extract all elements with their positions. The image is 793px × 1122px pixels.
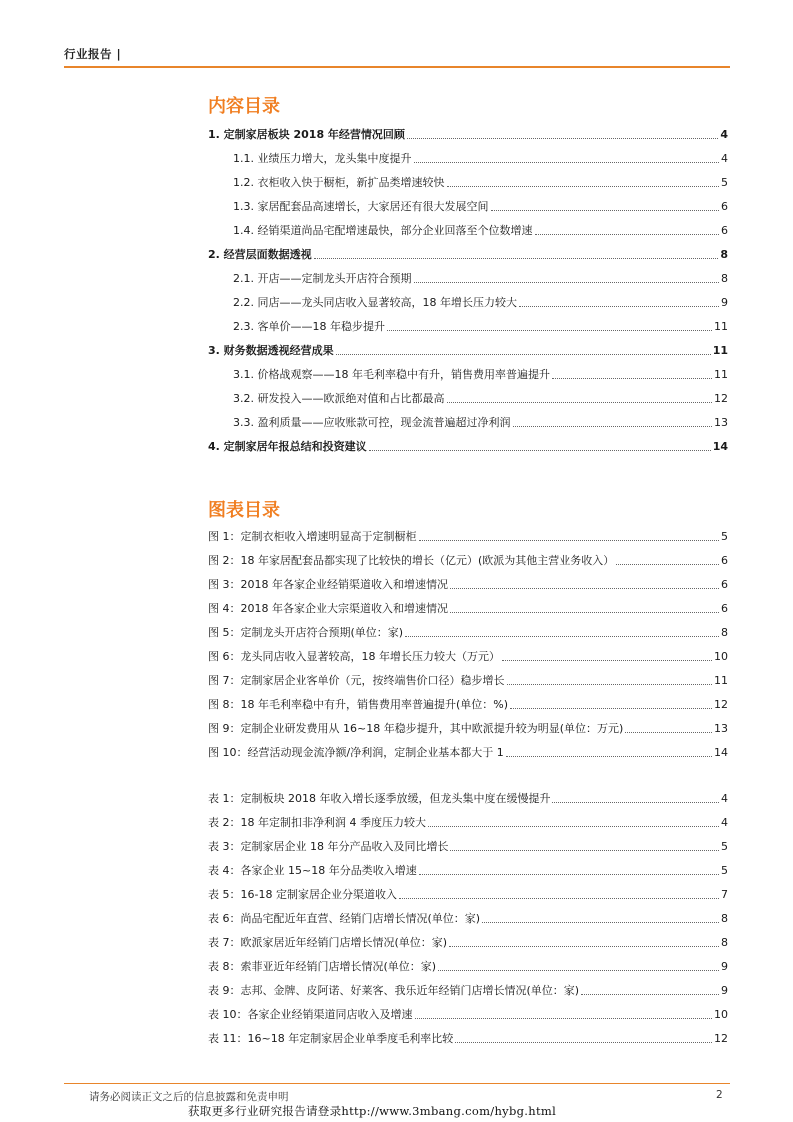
toc-entry[interactable] xyxy=(208,640,728,664)
toc-entry-label: 4. 定制家居年报总结和投资建议 xyxy=(208,440,367,453)
toc-entry-label: 1.3. 家居配套品高速增长，大家居还有很大发展空间 xyxy=(233,200,489,213)
toc-entry[interactable] xyxy=(208,902,728,926)
toc-entry-label: 表 7：欧派家居近年经销门店增长情况(单位：家) xyxy=(208,936,448,949)
tables-list xyxy=(208,782,728,1046)
dot-leader xyxy=(428,825,719,827)
toc-entry-page: 10 xyxy=(714,1008,728,1021)
toc-entry[interactable] xyxy=(233,214,728,238)
toc-entry[interactable] xyxy=(208,1022,728,1046)
dot-leader xyxy=(438,969,719,971)
header-title: 行业报告 | xyxy=(64,47,122,61)
toc-entry-page: 8 xyxy=(721,626,728,639)
dot-leader xyxy=(552,377,712,379)
toc-entry-page: 6 xyxy=(721,200,728,213)
toc-entry[interactable] xyxy=(233,358,728,382)
toc-entry[interactable] xyxy=(208,520,728,544)
toc-entry-label: 图 5：定制龙头开店符合预期(单位：家) xyxy=(208,626,404,639)
dot-leader xyxy=(447,185,720,187)
dot-leader xyxy=(510,707,712,709)
dot-leader xyxy=(407,137,718,139)
toc-entry-label: 3.1. 价格战观察——18 年毛利率稳中有升，销售费用率普遍提升 xyxy=(233,368,550,381)
toc-entry-page: 5 xyxy=(721,864,728,877)
toc-entry-page: 11 xyxy=(714,368,728,381)
header-divider xyxy=(64,66,730,68)
toc-entry-label: 表 10：各家企业经销渠道同店收入及增速 xyxy=(208,1008,413,1021)
toc-entry-label: 表 8：索菲亚近年经销门店增长情况(单位：家) xyxy=(208,960,437,973)
toc-entry[interactable] xyxy=(208,830,728,854)
toc-entry[interactable] xyxy=(208,712,728,736)
toc-entry[interactable] xyxy=(208,238,728,262)
toc-entry[interactable] xyxy=(208,782,728,806)
toc-entry-label: 表 2：18 年定制扣非净利润 4 季度压力较大 xyxy=(208,816,426,829)
figures-list xyxy=(208,520,728,764)
toc-entry-page: 5 xyxy=(721,530,728,543)
toc-entry-page: 8 xyxy=(721,936,728,949)
dot-leader xyxy=(419,539,720,541)
toc-entry[interactable] xyxy=(208,974,728,998)
toc-entry-label: 表 1：定制板块 2018 年收入增长逐季放缓，但龙头集中度在缓慢提升 xyxy=(208,792,551,805)
dot-leader xyxy=(415,1017,713,1019)
toc-entry[interactable] xyxy=(233,166,728,190)
toc-entry[interactable] xyxy=(208,854,728,878)
toc-entry-label: 图 7：定制家居企业客单价（元，按终端售价口径）稳步增长 xyxy=(208,674,505,687)
toc-entry-label: 图 8：18 年毛利率稳中有升，销售费用率普遍提升(单位：%) xyxy=(208,698,509,711)
toc-entry-label: 3.3. 盈利质量——应收账款可控，现金流普遍超过净利润 xyxy=(233,416,511,429)
toc-entry[interactable] xyxy=(208,592,728,616)
dot-leader xyxy=(519,305,719,307)
toc-entry-page: 6 xyxy=(721,602,728,615)
footer-divider xyxy=(64,1083,730,1084)
toc-entry-page: 4 xyxy=(721,816,728,829)
dot-leader xyxy=(405,635,719,637)
toc-entry-label: 2.3. 客单价——18 年稳步提升 xyxy=(233,320,385,333)
toc-entry[interactable] xyxy=(233,406,728,430)
dot-leader xyxy=(625,731,712,733)
toc-entry-page: 7 xyxy=(721,888,728,901)
toc-entry-page: 14 xyxy=(712,440,728,453)
toc-entry-label: 图 1：定制衣柜收入增速明显高于定制橱柜 xyxy=(208,530,417,543)
toc-entry[interactable] xyxy=(233,382,728,406)
footer-link[interactable]: 获取更多行业研究报告请登录http://www.3mbang.com/hybg.html xyxy=(188,1104,557,1118)
dot-leader xyxy=(513,425,713,427)
toc-entry-label: 2. 经营层面数据透视 xyxy=(208,248,312,261)
dot-leader xyxy=(450,611,719,613)
toc-entry-label: 1. 定制家居板块 2018 年经营情况回顾 xyxy=(208,128,405,141)
toc-entry-label: 1.1. 业绩压力增大，龙头集中度提升 xyxy=(233,152,412,165)
toc-entry[interactable] xyxy=(233,310,728,334)
toc-entry-label: 表 3：定制家居企业 18 年分产品收入及同比增长 xyxy=(208,840,449,853)
toc-entry[interactable] xyxy=(208,878,728,902)
footer-disclaimer: 请务必阅读正文之后的信息披露和免责申明 xyxy=(89,1091,289,1103)
toc-entry-label: 图 6：龙头同店收入显著较高，18 年增长压力较大（万元） xyxy=(208,650,500,663)
dot-leader xyxy=(450,587,719,589)
toc-entry-label: 1.4. 经销渠道尚品宅配增速最快，部分企业回落至个位数增速 xyxy=(233,224,533,237)
toc-entry-page: 8 xyxy=(721,912,728,925)
dot-leader xyxy=(399,897,719,899)
toc-entry[interactable] xyxy=(208,430,728,454)
toc-entry-page: 9 xyxy=(721,296,728,309)
dot-leader xyxy=(616,563,719,565)
toc-entry-page: 4 xyxy=(720,128,728,141)
dot-leader xyxy=(419,873,719,875)
toc-entry[interactable] xyxy=(208,950,728,974)
toc-entry-page: 12 xyxy=(714,392,728,405)
contents-title: 内容目录 xyxy=(208,96,280,117)
toc-entry-page: 11 xyxy=(714,674,728,687)
toc-entry-label: 表 11：16~18 年定制家居企业单季度毛利率比较 xyxy=(208,1032,454,1045)
toc-entry[interactable] xyxy=(208,806,728,830)
toc-entry[interactable] xyxy=(233,142,728,166)
toc-entry[interactable] xyxy=(208,736,728,760)
toc-entry-label: 表 4：各家企业 15~18 年分品类收入增速 xyxy=(208,864,417,877)
dot-leader xyxy=(502,659,712,661)
dot-leader xyxy=(552,801,719,803)
figures-title: 图表目录 xyxy=(208,500,280,521)
dot-leader xyxy=(506,755,712,757)
toc-entry-page: 11 xyxy=(714,320,728,333)
dot-leader xyxy=(535,233,720,235)
toc-entry-page: 14 xyxy=(714,746,728,759)
dot-leader xyxy=(450,849,719,851)
toc-entry-page: 8 xyxy=(720,248,728,261)
toc-entry-label: 表 9：志邦、金牌、皮阿诺、好莱客、我乐近年经销门店增长情况(单位：家) xyxy=(208,984,580,997)
toc-entry-label: 图 4：2018 年各家企业大宗渠道收入和增速情况 xyxy=(208,602,448,615)
toc-entry-label: 3. 财务数据透视经营成果 xyxy=(208,344,334,357)
toc-entry-page: 8 xyxy=(721,272,728,285)
toc-entry[interactable] xyxy=(208,568,728,592)
toc-entry-label: 表 5：16-18 定制家居企业分渠道收入 xyxy=(208,888,397,901)
dot-leader xyxy=(455,1041,712,1043)
page-number: 2 xyxy=(716,1089,723,1101)
dot-leader xyxy=(491,209,720,211)
toc-entry-page: 4 xyxy=(721,792,728,805)
toc-entry-label: 图 3：2018 年各家企业经销渠道收入和增速情况 xyxy=(208,578,448,591)
toc-entry-page: 13 xyxy=(714,722,728,735)
dot-leader xyxy=(314,257,719,259)
toc-entry-label: 图 10：经营活动现金流净额/净利润，定制企业基本都大于 1 xyxy=(208,746,504,759)
toc-entry[interactable] xyxy=(233,190,728,214)
contents-list xyxy=(208,118,728,458)
dot-leader xyxy=(414,281,720,283)
toc-entry-page: 12 xyxy=(714,1032,728,1045)
toc-entry-page: 9 xyxy=(721,984,728,997)
toc-entry-page: 12 xyxy=(714,698,728,711)
toc-entry-label: 图 2：18 年家居配套品都实现了比较快的增长（亿元）(欧派为其他主营业务收入） xyxy=(208,554,615,567)
toc-entry[interactable] xyxy=(208,688,728,712)
dot-leader xyxy=(336,353,711,355)
dot-leader xyxy=(369,449,711,451)
toc-entry-page: 9 xyxy=(721,960,728,973)
toc-entry-label: 图 9：定制企业研发费用从 16~18 年稳步提升，其中欧派提升较为明显(单位：万元) xyxy=(208,722,624,735)
toc-entry[interactable] xyxy=(208,998,728,1022)
toc-entry[interactable] xyxy=(208,664,728,688)
toc-entry-page: 6 xyxy=(721,224,728,237)
dot-leader xyxy=(482,921,719,923)
toc-entry-page: 10 xyxy=(714,650,728,663)
toc-entry-label: 1.2. 衣柜收入快于橱柜，新扩品类增速较快 xyxy=(233,176,445,189)
toc-entry[interactable] xyxy=(208,118,728,142)
dot-leader xyxy=(507,683,713,685)
dot-leader xyxy=(387,329,712,331)
toc-entry-page: 11 xyxy=(712,344,728,357)
toc-entry-page: 5 xyxy=(721,176,728,189)
toc-entry-page: 4 xyxy=(721,152,728,165)
toc-entry[interactable] xyxy=(208,926,728,950)
toc-entry-page: 6 xyxy=(721,554,728,567)
toc-entry[interactable] xyxy=(233,262,728,286)
toc-entry[interactable] xyxy=(208,334,728,358)
toc-entry[interactable] xyxy=(208,616,728,640)
toc-entry-label: 表 6：尚品宅配近年直营、经销门店增长情况(单位：家) xyxy=(208,912,481,925)
toc-entry-label: 2.1. 开店——定制龙头开店符合预期 xyxy=(233,272,412,285)
toc-entry-page: 13 xyxy=(714,416,728,429)
dot-leader xyxy=(414,161,720,163)
toc-entry[interactable] xyxy=(233,286,728,310)
toc-entry-page: 5 xyxy=(721,840,728,853)
dot-leader xyxy=(581,993,719,995)
toc-entry-label: 2.2. 同店——龙头同店收入显著较高，18 年增长压力较大 xyxy=(233,296,517,309)
toc-entry-label: 3.2. 研发投入——欧派绝对值和占比都最高 xyxy=(233,392,445,405)
toc-entry-page: 6 xyxy=(721,578,728,591)
dot-leader xyxy=(449,945,719,947)
dot-leader xyxy=(447,401,713,403)
toc-entry[interactable] xyxy=(208,544,728,568)
